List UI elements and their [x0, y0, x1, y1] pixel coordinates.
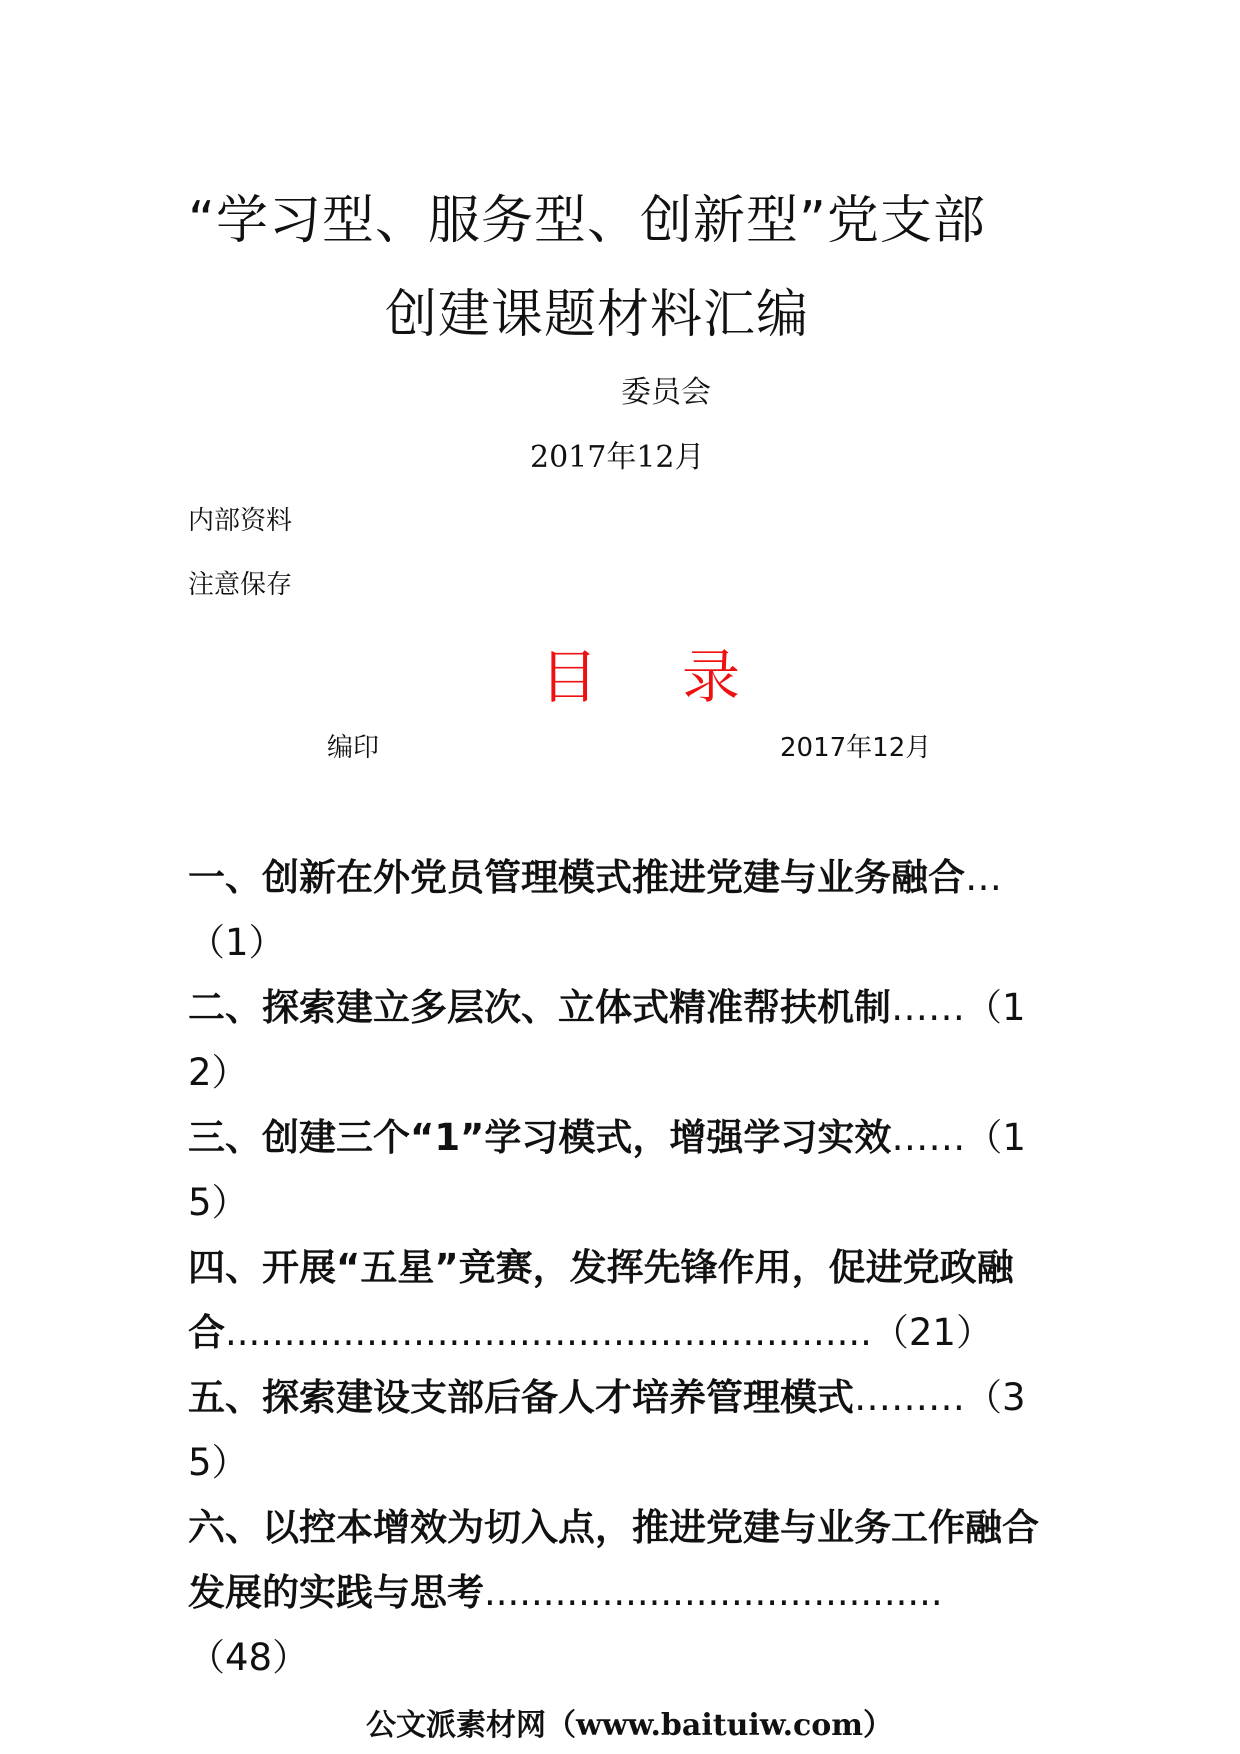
toc-entry-page: （35）	[188, 1376, 1026, 1484]
toc-heading-right: 录	[682, 643, 745, 711]
toc-entry-leader: .......................................	[484, 1571, 943, 1614]
toc-entry[interactable]	[188, 975, 1054, 1105]
toc-entry-page: （21）	[871, 1311, 993, 1354]
toc-entry-page: （48）	[188, 1636, 310, 1679]
toc-entry[interactable]	[188, 1235, 1054, 1365]
document-title-line1: “学习型、服务型、创新型”党支部	[188, 191, 986, 251]
toc-entry-leader: ……	[891, 1116, 966, 1159]
toc-entry[interactable]	[188, 1105, 1054, 1235]
toc-entry-leader: ……	[891, 986, 965, 1029]
internal-material-note: 内部资料	[188, 506, 293, 536]
document-title-line2: 创建课题材料汇编	[385, 285, 810, 345]
toc-entry-title: 四、开展“五星”竞赛，发挥先锋作用，促进党政融合	[188, 1246, 1014, 1354]
toc-entry-leader: ………	[854, 1376, 965, 1419]
toc-entry-title: 五、探索建设支部后备人才培养管理模式	[188, 1376, 854, 1419]
toc-heading	[540, 630, 744, 714]
toc-entry-title: 六、以控本增效为切入点，推进党建与业务工作融合发展的实践与思考	[188, 1506, 1039, 1614]
print-label: 编印	[327, 733, 380, 763]
toc-entry-page: （1）	[188, 921, 286, 964]
toc-entry-title: 三、创建三个“1”学习模式，增强学习实效	[188, 1116, 892, 1159]
print-date: 2017年12月	[780, 733, 932, 763]
toc-entry[interactable]	[188, 845, 1054, 975]
toc-entry-page: （12）	[188, 986, 1026, 1094]
toc-entry-title: 一、创新在外党员管理模式推进党建与业务融合	[188, 856, 965, 899]
toc-entry-leader: .......................................................	[225, 1311, 872, 1354]
toc-heading-left: 目	[540, 643, 603, 711]
toc-entry-leader: …	[965, 856, 1002, 899]
toc-entry-title: 二、探索建立多层次、立体式精准帮扶机制	[188, 986, 891, 1029]
committee-name: 委员会	[621, 375, 711, 410]
toc-entry[interactable]	[188, 1365, 1054, 1495]
toc-entry-page: （15）	[188, 1116, 1026, 1224]
document-date: 2017年12月	[530, 440, 705, 475]
toc-entry[interactable]	[188, 1495, 1054, 1690]
table-of-contents	[188, 845, 1054, 1690]
keep-safe-note: 注意保存	[188, 570, 293, 600]
footer-watermark: 公文派素材网（www.baituiw.com）	[366, 1708, 894, 1743]
